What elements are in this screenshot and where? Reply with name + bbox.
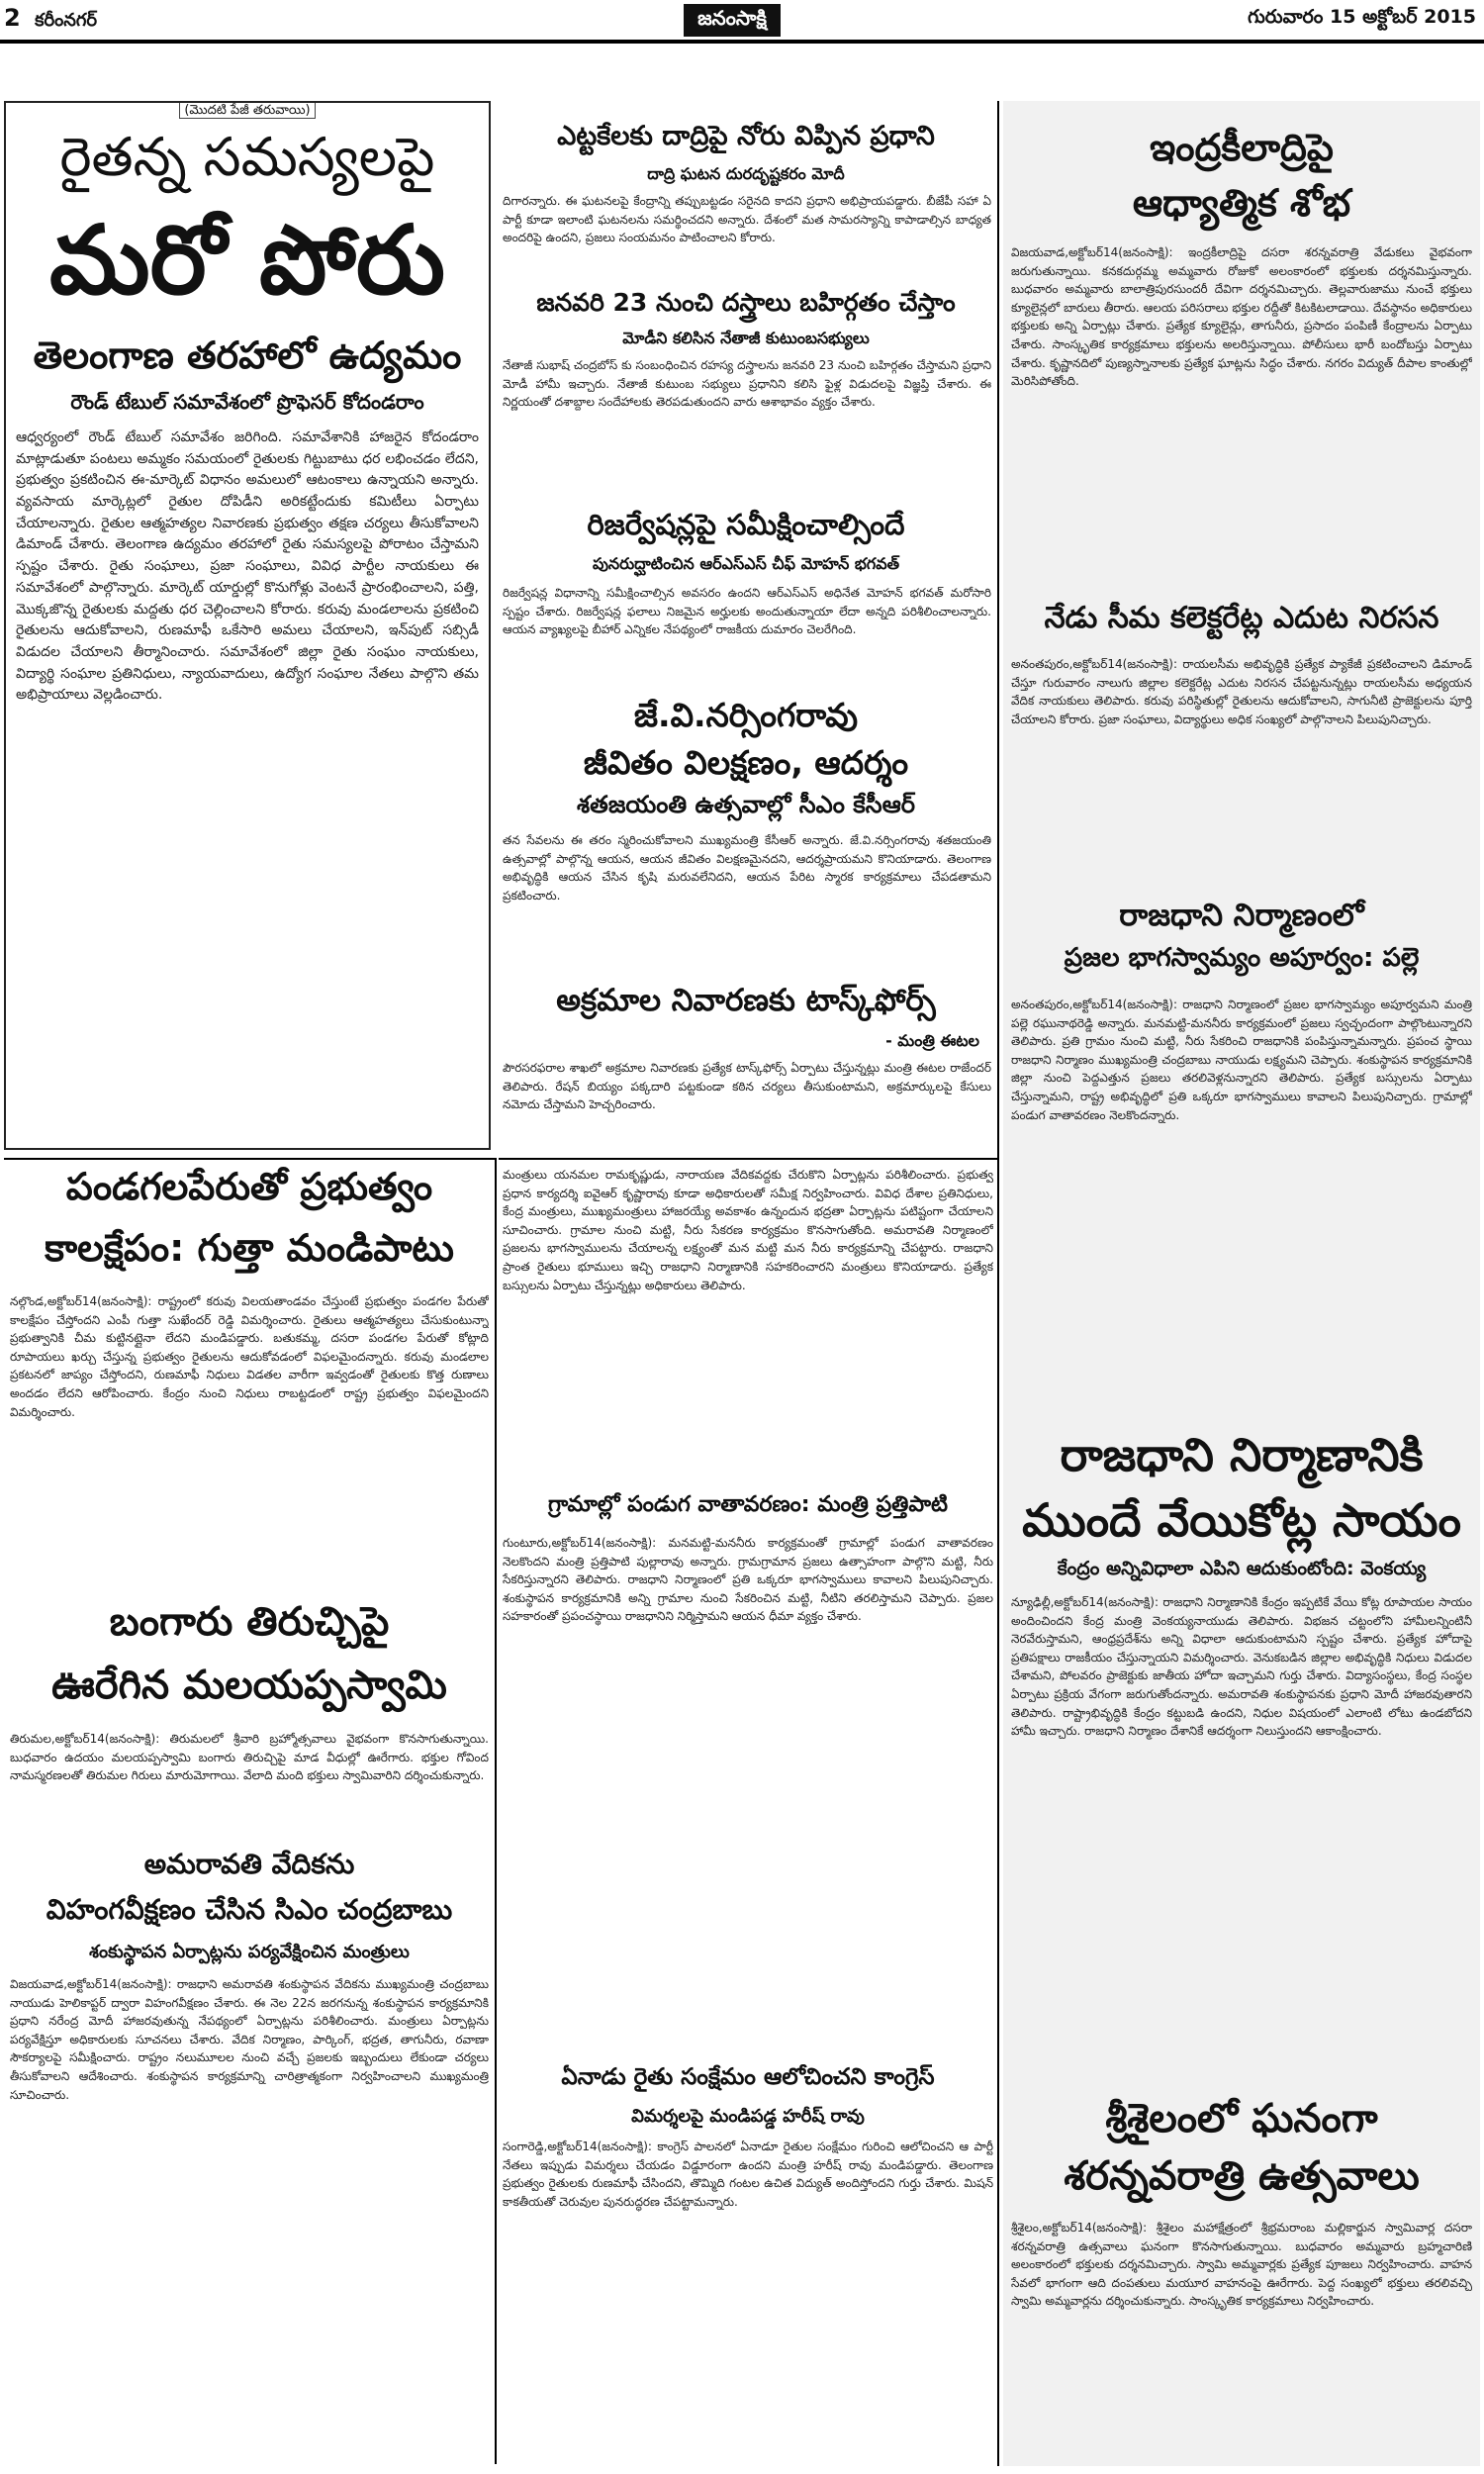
header-rule bbox=[0, 40, 1484, 44]
page-header-left bbox=[4, 4, 301, 38]
lead-headline-1: రైతన్న సమస్యలపై bbox=[59, 127, 435, 188]
story17-headline-1: శ్రీశైలంలో ఘనంగా bbox=[1105, 2096, 1378, 2141]
divider-lower-left bbox=[4, 1158, 495, 1160]
story16-headline-2: ముందే వేయికోట్ల సాయం bbox=[1022, 1494, 1461, 1547]
page-number: 2 bbox=[4, 4, 21, 32]
column-rule-right bbox=[997, 101, 999, 2466]
story5-body: తన సేవలను ఈ తరం స్మరించుకోవాలని ముఖ్యమంత్రి కేసీఆర్ అన్నారు. జే.వి.నర్సింగరావు శతజయంతి ఉత్సవాల్లో పాల్గొన్న ఆయన, ఆయన జీవితం విలక్షణమైనదని, ఆదర్శప్రాయమని కొనియాడారు. తెలంగాణ అభివృద్ధికి ఆయన చేసిన కృషి మరువలేనిదని, ఆయన పేరిట స్మారక కార్యక్రమాలు చేపడతామని ప్రకటించారు. bbox=[503, 833, 991, 903]
lead-body: ఆధ్వర్యంలో రౌండ్ టేబుల్ సమావేశం జరిగింది. సమావేశానికి హాజరైన కోదండరాం మాట్లాడుతూ పంటలు అమ్మకం సమయంలో రైతులకు గిట్టుబాటు ధర లభించడం లేదని, ప్రభుత్వం ప్రకటించిన ఈ-మార్కెట్ విధానం అమలులో ఆటంకాలు ఉన్నాయని అన్నారు. వ్యవసాయ మార్కెట్లలో రైతుల దోపిడీని అరికట్టేందుకు కమిటీలు ఏర్పాటు చేయాలన్నారు. రైతుల ఆత్మహత్యల నివారణకు ప్రభుత్వం తక్షణ చర్యలు తీసుకోవాలని డిమాండ్ చేశారు. తెలంగాణ ఉద్యమం తరహాలో రైతు సమస్యలపై పోరాటం చేస్తామని స్పష్టం చేశారు. రైతు సంఘాలు, ప్రజా సంఘాలు, వివిధ పార్టీల నాయకులు ఈ సమావేశంలో పాల్గొన్నారు. మార్కెట్ యార్డుల్లో కొనుగోళ్లు వెంటనే ప్రారంభించాలని, పత్తి, మొక్కజొన్న రైతులకు మద్దతు ధర చెల్లించాలని కోరారు. కరువు మండలాలను ప్రకటించి రైతులను ఆదుకోవాలని, రుణమాఫీ ఒకేసారి అమలు చేయాలని, ఇన్‌పుట్ సబ్సిడీ విడుదల చేయాలని తీర్మానించారు. సమావేశంలో జిల్లా రైతు సంఘం నాయకులు, విద్యార్థి సంఘాల ప్రతినిధులు, న్యాయవాదులు, ఉద్యోగ సంఘాల నేతలు పాల్గొని తమ అభిప్రాయాలు వెల్లడించారు. bbox=[16, 429, 479, 704]
lead-headline-2: మరో పోరు bbox=[49, 206, 445, 316]
story17-headline-2: శరన్నవరాత్రి ఉత్సవాలు bbox=[1064, 2153, 1420, 2199]
story9-headline-1: అమరావతి వేదికను bbox=[143, 1849, 355, 1880]
story9-body: విజయవాడ,అక్టోబర్14(జనంసాక్షి): రాజధాని అమరావతి శంకుస్థాపన వేదికను ముఖ్యమంత్రి చంద్రబాబు నాయుడు హెలికాప్టర్ ద్వారా విహంగవీక్షణం చేశారు. ఈ నెల 22న జరగనున్న శంకుస్థాపన కార్యక్రమానికి ప్రధాని నరేంద్ర మోదీ హాజరవుతున్న నేపథ్యంలో ఏర్పాట్లను పరిశీలించారు. మంత్రులు ఏర్పాట్లను పర్యవేక్షిస్తూ అధికారులకు సూచనలు చేశారు. వేదిక నిర్మాణం, పార్కింగ్, భద్రత, తాగునీరు, రవాణా సౌకర్యాలపై సమీక్షించారు. రాష్ట్రం నలుమూలల నుంచి వచ్చే ప్రజలకు ఇబ్బందులు లేకుండా చర్యలు తీసుకోవాలని ఆదేశించారు. శంకుస్థాపన కార్యక్రమాన్ని చారిత్రాత్మకంగా నిర్వహించాలని ముఖ్యమంత్రి సూచించారు. bbox=[10, 1977, 489, 2102]
story2-headline: ఎట్టకేలకు దాద్రిపై నోరు విప్పిన ప్రధాని bbox=[557, 121, 935, 151]
story3-headline: జనవరి 23 నుంచి దస్త్రాలు బహిర్గతం చేస్తాం bbox=[536, 289, 956, 317]
story10-body: మంత్రులు యనమల రామకృష్ణుడు, నారాయణ వేదికవద్దకు చేరుకొని ఏర్పాట్లను పరిశీలించారు. ప్రభుత్వ ప్రధాన కార్యదర్శి ఐవైఆర్ కృష్ణారావు కూడా అధికారులతో సమీక్ష నిర్వహించారు. వివిధ దేశాల ప్రతినిధులు, కేంద్ర మంత్రులు, ముఖ్యమంత్రులు హాజరయ్యే అవకాశం ఉన్నందున భద్రతా ఏర్పాట్లను పటిష్టంగా చేయాలని సూచించారు. గ్రామాల నుంచి మట్టి, నీరు సేకరణ కార్యక్రమం కొనసాగుతోంది. అమరావతి నిర్మాణంలో ప్రజలను భాగస్వాములను చేయాలన్న లక్ష్యంతో మన మట్టి మన నీరు కార్యక్రమాన్ని చేపట్టారు. రాజధాని ప్రాంత రైతులు భూములు ఇచ్చి రాజధాని నిర్మాణానికి సహకరించారని మంత్రులు కొనియాడారు. ప్రత్యేక బస్సులను ఏర్పాటు చేస్తున్నట్లు అధికారులు తెలిపారు. bbox=[503, 1168, 993, 1292]
story9-subhead: శంకుస్థాపన ఏర్పాట్లను పర్యవేక్షించిన మంత్రులు bbox=[89, 1942, 410, 1962]
story17-body: శ్రీశైలం,అక్టోబర్14(జనంసాక్షి): శ్రీశైలం మహాక్షేత్రంలో శ్రీభ్రమరాంబ మల్లికార్జున స్వామివార్ల దసరా శరన్నవరాత్రి ఉత్సవాలు ఘనంగా కొనసాగుతున్నాయి. బుధవారం అమ్మవారు బ్రహ్మచారిణి అలంకారంలో భక్తులకు దర్శనమిచ్చారు. స్వామి అమ్మవార్లకు ప్రత్యేక పూజలు నిర్వహించారు. వాహన సేవలో భాగంగా ఆది దంపతులు మయూర వాహనంపై ఊరేగారు. పెద్ద సంఖ్యలో భక్తులు తరలివచ్చి స్వామి అమ్మవార్లను దర్శించుకున్నారు. సాంస్కృతిక కార్యక్రమాలు నిర్వహించారు. bbox=[1011, 2221, 1472, 2309]
story2-body: దిగారన్నారు. ఈ ఘటనలపై కేంద్రాన్ని తప్పుబట్టడం సరైనది కాదని ప్రధాని అభిప్రాయపడ్డారు. బీజేపీ సహా ఏ పార్టీ కూడా ఇలాంటి ఘటనలను సమర్థించదని అన్నారు. దేశంలో మత సామరస్యాన్ని కాపాడాల్సిన బాధ్యత అందరిపై ఉందని, ప్రజలు సంయమనం పాటించాలని కోరారు. bbox=[503, 194, 991, 245]
section-name: కరీంనగర్ bbox=[35, 10, 98, 31]
story14-headline: నేడు సీమ కలెక్టరేట్ల ఎదుట నిరసన bbox=[1044, 602, 1439, 635]
story11-body: గుంటూరు,అక్టోబర్14(జనంసాక్షి): మనమట్టి-మననీరు కార్యక్రమంతో గ్రామాల్లో పండుగ వాతావరణం నెలకొందని మంత్రి ప్రత్తిపాటి పుల్లారావు అన్నారు. గ్రామగ్రామాన ప్రజలు ఉత్సాహంగా పాల్గొని మట్టి, నీరు సేకరిస్తున్నారని తెలిపారు. రాజధాని నిర్మాణంలో ప్రతి ఒక్కరూ భాగస్వాములు కావాలని పిలుపునిచ్చారు. శంకుస్థాపన కార్యక్రమానికి అన్ని గ్రామాల నుంచి సేకరించిన మట్టి, నీటిని తరలిస్తామని చెప్పారు. ప్రజల సహకారంతో ప్రపంచస్థాయి రాజధానిని నిర్మిస్తామని ఆయన ధీమా వ్యక్తం చేశారు. bbox=[503, 1536, 993, 1624]
story4-subhead: పునరుద్ఘాటించిన ఆర్ఎస్ఎస్ చీఫ్ మోహన్ భగవత్ bbox=[592, 554, 900, 573]
story8-body: తిరుమల,అక్టోబర్14(జనంసాక్షి): తిరుమలలో శ్రీవారి బ్రహ్మోత్సవాలు వైభవంగా కొనసాగుతున్నాయి. బుధవారం ఉదయం మలయప్పస్వామి బంగారు తిరుచ్చిపై మాడ వీధుల్లో ఊరేగారు. భక్తుల గోవింద నామస్మరణలతో తిరుమల గిరులు మారుమోగాయి. వేలాది మంది భక్తులు స్వామివారిని దర్శించుకున్నారు. bbox=[10, 1732, 489, 1783]
story4-headline: రిజర్వేషన్లపై సమీక్షించాల్సిందే bbox=[587, 509, 905, 541]
story16-body: న్యూఢిల్లీ,అక్టోబర్14(జనంసాక్షి): రాజధాని నిర్మాణానికి కేంద్రం ఇప్పటికే వేయి కోట్ల రూపాయల సాయం అందించిందని కేంద్ర మంత్రి వెంకయ్యనాయుడు తెలిపారు. విభజన చట్టంలోని హామీలన్నింటినీ నెరవేరుస్తామని, ఆంధ్రప్రదేశ్‌ను అన్ని విధాలా ఆదుకుంటామని స్పష్టం చేశారు. ప్రత్యేక హోదాపై ప్రతిపక్షాలు రాజకీయం చేస్తున్నాయని విమర్శించారు. వెనుకబడిన జిల్లాల అభివృద్ధికి నిధులు విడుదల చేశామని, పోలవరం ప్రాజెక్టుకు జాతీయ హోదా ఇచ్చామని గుర్తు చేశారు. విద్యాసంస్థలు, కేంద్ర సంస్థల ఏర్పాటు ప్రక్రియ వేగంగా జరుగుతోందన్నారు. అమరావతి శంకుస్థాపనకు ప్రధాని మోదీ హాజరవుతారని తెలిపారు. రాష్ట్రాభివృద్ధికి కేంద్రం కట్టుబడి ఉందని, నిధుల విషయంలో ఎలాంటి లోటు ఉండబోదని హామీ ఇచ్చారు. రాజధాని నిర్మాణం దేశానికే ఆదర్శంగా నిలుస్తుందని ఆకాంక్షించారు. bbox=[1011, 1595, 1472, 1739]
story2-subhead: దాద్రి ఘటన దురదృష్టకరం మోదీ bbox=[647, 164, 845, 183]
story12-headline: ఏనాడు రైతు సంక్షేమం ఆలోచించని కాంగ్రెస్ bbox=[561, 2064, 935, 2090]
story4-body: రిజర్వేషన్ల విధానాన్ని సమీక్షించాల్సిన అవసరం ఉందని ఆర్ఎస్ఎస్ అధినేత మోహన్ భగవత్ మరోసారి స్పష్టం చేశారు. రిజర్వేషన్ల ఫలాలు నిజమైన అర్హులకు అందుతున్నాయా లేదా అన్నది పరిశీలించాలన్నారు. ఆయన వ్యాఖ్యలపై బీహార్ ఎన్నికల నేపథ్యంలో రాజకీయ దుమారం చెలరేగింది. bbox=[503, 586, 991, 637]
masthead-logo: జనంసాక్షి bbox=[684, 4, 781, 37]
story15-headline-1: రాజధాని నిర్మాణంలో bbox=[1119, 899, 1364, 933]
story12-body: సంగారెడ్డి,అక్టోబర్14(జనంసాక్షి): కాంగ్రెస్ పాలనలో ఏనాడూ రైతుల సంక్షేమం గురించి ఆలోచించని ఆ పార్టీ నేతలు ఇప్పుడు విమర్శలు చేయడం విడ్డూరంగా ఉందని మంత్రి హరీష్ రావు మండిపడ్డారు. తెలంగాణ ప్రభుత్వం రైతులకు రుణమాఫీ చేసిందని, తొమ్మిది గంటల ఉచిత విద్యుత్ అందిస్తోందని గుర్తు చేశారు. మిషన్ కాకతీయతో చెరువుల పునరుద్ధరణ చేపట్టామన్నారు. bbox=[503, 2140, 993, 2209]
lead-byline: రౌండ్ టేబుల్ సమావేశంలో ప్రొఫెసర్ కోదండరాం bbox=[70, 390, 424, 414]
story3-subhead: మోడీని కలిసిన నేతాజీ కుటుంబసభ్యులు bbox=[622, 329, 870, 347]
story9-headline-2: విహంగవీక్షణం చేసిన సిఎం చంద్రబాబు bbox=[46, 1894, 453, 1926]
story15-body: అనంతపురం,అక్టోబర్14(జనంసాక్షి): రాజధాని నిర్మాణంలో ప్రజల భాగస్వామ్యం అపూర్వమని మంత్రి పల్లె రఘునాథరెడ్డి అన్నారు. మనమట్టి-మననీరు కార్యక్రమంలో ప్రజలు స్వచ్ఛందంగా పాల్గొంటున్నారని తెలిపారు. ప్రతి గ్రామం నుంచి మట్టి, నీరు సేకరించి రాజధానికి పంపిస్తున్నామన్నారు. ప్రపంచ స్థాయి రాజధాని నిర్మాణం ముఖ్యమంత్రి చంద్రబాబు నాయుడు లక్ష్యమని చెప్పారు. శంకుస్థాపన కార్యక్రమానికి జిల్లా నుంచి పెద్దఎత్తున ప్రజలు తరలివెళ్లనున్నారని తెలిపారు. ప్రత్యేక బస్సులను ఏర్పాటు చేస్తున్నామని, రాష్ట్ర అభివృద్ధిలో ప్రతి ఒక్కరూ భాగస్వాములు కావాలని పిలుపునిచ్చారు. గ్రామాల్లో పండుగ వాతావరణం నెలకొందన్నారు. bbox=[1011, 998, 1472, 1122]
masthead-logo-wrap bbox=[633, 4, 831, 38]
story11-headline: గ్రామాల్లో పండుగ వాతావరణం: మంత్రి ప్రత్తిపాటి bbox=[547, 1492, 949, 1517]
story3-body: నేతాజీ సుభాష్ చంద్రబోస్ కు సంబంధించిన రహస్య దస్త్రాలను జనవరి 23 నుంచి బహిర్గతం చేస్తామని ప్రధాని మోడీ హామీ ఇచ్చారు. నేతాజీ కుటుంబ సభ్యులు ప్రధానిని కలిసి ఫైళ్ల విడుదలపై విజ్ఞప్తి చేశారు. ఈ నిర్ణయంతో దశాబ్దాల సందేహాలకు తెరపడుతుందని వారు ఆశాభావం వ్యక్తం చేశారు. bbox=[503, 358, 991, 410]
edition-date: గురువారం 15 అక్టోబర్ 2015 bbox=[1248, 6, 1476, 28]
divider-lower-middle bbox=[499, 1158, 997, 1160]
continued-tag-label: (మొదటి పేజీ తరువాయి) bbox=[179, 103, 315, 119]
lead-subhead: తెలంగాణ తరహాలో ఉద్యమం bbox=[33, 334, 462, 377]
story7-headline-2: కాలక్షేపం: గుత్తా మండిపాటు bbox=[45, 1227, 454, 1270]
story8-headline-1: బంగారు తిరుచ్చిపై bbox=[109, 1599, 390, 1645]
story6-headline: అక్రమాల నివారణకు టాస్క్‌ఫోర్స్ bbox=[556, 984, 936, 1018]
story15-headline-2: ప్రజల భాగస్వామ్యం అపూర్వం: పల్లె bbox=[1064, 944, 1420, 973]
story16-subhead: కేంద్రం అన్నివిధాలా ఎపిని ఆదుకుంటోంది: వెంకయ్య bbox=[1057, 1558, 1427, 1579]
continued-tag bbox=[158, 103, 336, 125]
story6-body: పౌరసరఫరాల శాఖలో అక్రమాల నివారణకు ప్రత్యేక టాస్క్‌ఫోర్స్ ఏర్పాటు చేస్తున్నట్లు మంత్రి ఈటల రాజేందర్ తెలిపారు. రేషన్ బియ్యం పక్కదారి పట్టకుండా కఠిన చర్యలు తీసుకుంటామని, అక్రమార్కులపై కేసులు నమోదు చేస్తామని హెచ్చరించారు. bbox=[503, 1061, 991, 1112]
story13-headline-2: ఆధ్యాత్మిక శోభ bbox=[1132, 182, 1351, 225]
story5-subhead: శతజయంతి ఉత్సవాల్లో సీఎం కేసీఆర్ bbox=[576, 792, 916, 818]
story5-headline-1: జే.వి.నర్సింగరావు bbox=[633, 697, 859, 734]
story12-subhead: విమర్శలపై మండిపడ్డ హరీష్ రావు bbox=[631, 2106, 865, 2127]
story16-headline-1: రాజధాని నిర్మాణానికి bbox=[1060, 1429, 1424, 1481]
story8-headline-2: ఊరేగిన మలయప్పస్వామి bbox=[51, 1663, 447, 1708]
story13-headline-1: ఇంద్రకీలాద్రిపై bbox=[1150, 127, 1334, 169]
story13-body: విజయవాడ,అక్టోబర్14(జనంసాక్షి): ఇంద్రకీలాద్రిపై దసరా శరన్నవరాత్రి వేడుకలు వైభవంగా జరుగుతున్నాయి. కనకదుర్గమ్మ అమ్మవారు రోజుకో అలంకారంలో భక్తులకు దర్శనమిస్తున్నారు. బుధవారం అమ్మవారు బాలాత్రిపురసుందరీ దేవిగా దర్శనమిచ్చారు. తెల్లవారుజాము నుంచే భక్తులు క్యూలైన్లలో బారులు తీరారు. ఆలయ పరిసరాలు భక్తుల రద్దీతో కిటకిటలాడాయి. దేవస్థానం అధికారులు భక్తులకు అన్ని ఏర్పాట్లు చేశారు. ప్రత్యేక క్యూలైన్లు, తాగునీరు, ప్రసాదం పంపిణీ కేంద్రాలను ఏర్పాటు చేశారు. సాంస్కృతిక కార్యక్రమాలు భక్తులను అలరిస్తున్నాయి. పోలీసులు భారీ బందోబస్తు ఏర్పాటు చేశారు. కృష్ణానదిలో పుణ్యస్నానాలకు ప్రత్యేక ఘాట్లను సిద్ధం చేశారు. నగరం విద్యుత్ దీపాల కాంతుల్లో మెరిసిపోతోంది. bbox=[1011, 245, 1472, 389]
story14-body: అనంతపురం,అక్టోబర్14(జనంసాక్షి): రాయలసీమ అభివృద్ధికి ప్రత్యేక ప్యాకేజీ ప్రకటించాలని డిమాండ్ చేస్తూ గురువారం నాలుగు జిల్లాల కలెక్టరేట్ల ఎదుట నిరసన చేపట్టనున్నట్లు రాయలసీమ అధ్యయన వేదిక నాయకులు తెలిపారు. కరువు పరిస్థితుల్లో రైతులను ఆదుకోవాలని, సాగునీటి ప్రాజెక్టులను పూర్తి చేయాలని కోరారు. ప్రజా సంఘాలు, విద్యార్థులు అధిక సంఖ్యలో పాల్గొనాలని పిలుపునిచ్చారు. bbox=[1011, 657, 1472, 726]
story7-body: నల్గొండ,అక్టోబర్14(జనంసాక్షి): రాష్ట్రంలో కరువు విలయతాండవం చేస్తుంటే ప్రభుత్వం పండగల పేరుతో కాలక్షేపం చేస్తోందని ఎంపీ గుత్తా సుఖేందర్ రెడ్డి విమర్శించారు. రైతులు ఆత్మహత్యలు చేసుకుంటున్నా ప్రభుత్వానికి చీమ కుట్టినట్లైనా లేదని మండిపడ్డారు. బతుకమ్మ, దసరా పండగల పేరుతో కోట్లాది రూపాయలు ఖర్చు చేస్తున్న ప్రభుత్వం రైతులను ఆదుకోవడంలో విఫలమైందన్నారు. కరువు మండలాల ప్రకటనలో జాప్యం చేస్తోందని, రుణమాఫీ నిధులు విడతల వారీగా ఇవ్వడంతో రైతులకు కొత్త రుణాలు అందడం లేదని ఆరోపించారు. కేంద్రం నుంచి నిధులు రాబట్టడంలో రాష్ట్ర ప్రభుత్వం విఫలమైందని విమర్శించారు. bbox=[10, 1294, 489, 1419]
story6-subhead: - మంత్రి ఈటల bbox=[885, 1031, 979, 1050]
story5-headline-2: జీవితం విలక్షణం, ఆదర్శం bbox=[583, 744, 909, 782]
story7-headline-1: పండగలపేరుతో ప్రభుత్వం bbox=[65, 1166, 433, 1208]
column-rule-left bbox=[495, 1158, 497, 2464]
